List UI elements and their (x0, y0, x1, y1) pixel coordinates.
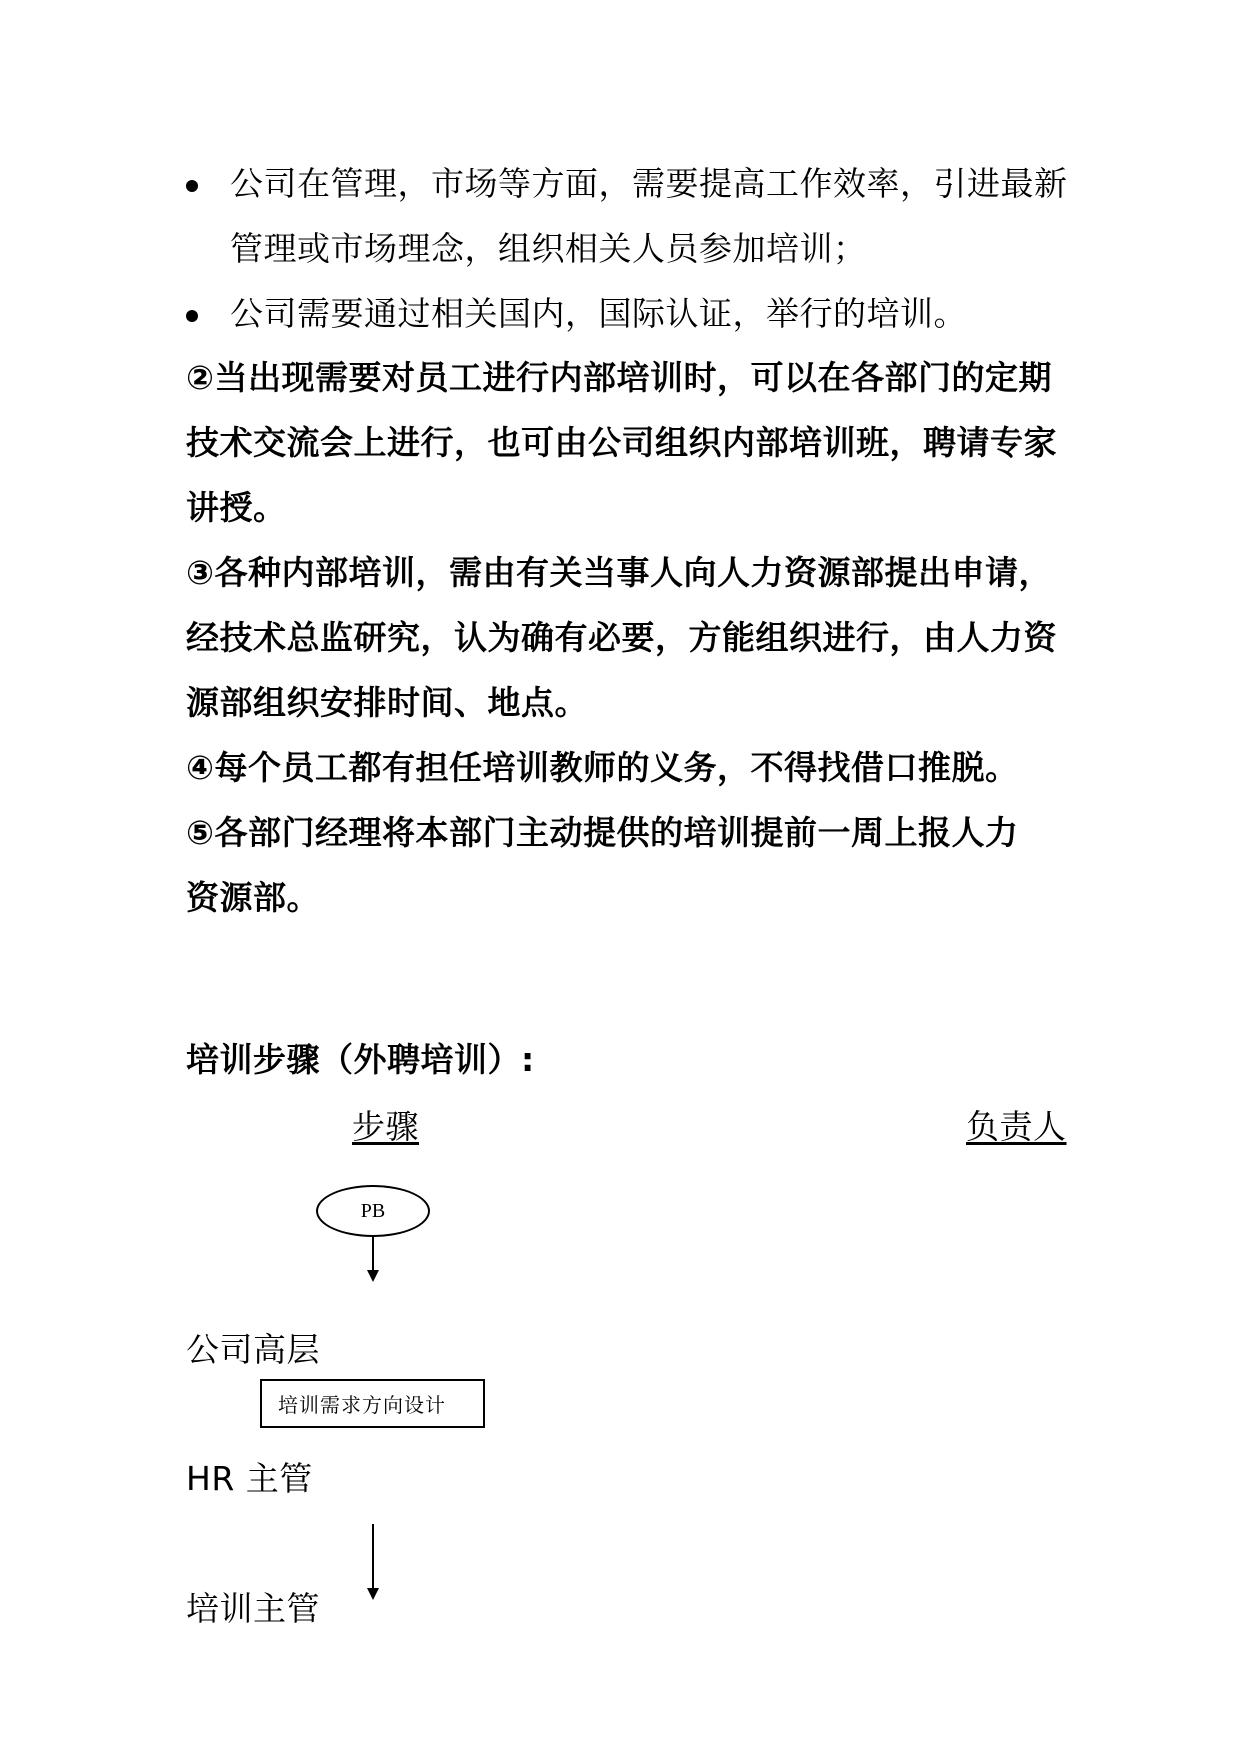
arrow-head-1 (367, 1270, 379, 1282)
column-header-steps: 步骤 (352, 1107, 419, 1146)
paragraph-2-line-1: ②当出现需要对员工进行内部培训时，可以在各部门的定期 (186, 358, 1052, 397)
paragraph-3-line-3: 源部组织安排时间、地点。 (186, 683, 588, 722)
bullet-dot (186, 310, 198, 322)
paragraph-4-line-1: ④每个员工都有担任培训教师的义务，不得找借口推脱。 (186, 748, 1019, 787)
bullet-2-line-1: 公司需要通过相关国内，国际认证，举行的培训。 (230, 294, 967, 333)
paragraph-5-line-1: ⑤各部门经理将本部门主动提供的培训提前一周上报人力 (186, 813, 1019, 852)
flow-process-box (260, 1379, 485, 1428)
bullet-1-line-1: 公司在管理，市场等方面，需要提高工作效率，引进最新 (230, 164, 1068, 203)
paragraph-2-line-3: 讲授。 (186, 488, 287, 527)
bullet-1-line-2: 管理或市场理念，组织相关人员参加培训； (230, 229, 867, 268)
flow-box-label: 培训需求方向设计 (278, 1395, 446, 1417)
paragraph-3-line-2: 经技术总监研究，认为确有必要，方能组织进行，由人力资 (186, 618, 1057, 657)
arrow-head-2 (367, 1588, 379, 1600)
section-title: 培训步骤（外聘培训）: (186, 1040, 535, 1079)
role-training-supervisor: 培训主管 (186, 1589, 320, 1628)
flow-start-label: PB (360, 1199, 386, 1222)
role-company-leadership: 公司高层 (186, 1330, 320, 1369)
role-hr-supervisor: HR 主管 (186, 1459, 313, 1498)
paragraph-2-line-2: 技术交流会上进行，也可由公司组织内部培训班，聘请专家 (186, 423, 1057, 462)
paragraph-5-line-2: 资源部。 (186, 878, 320, 917)
paragraph-3-line-1: ③各种内部培训，需由有关当事人向人力资源部提出申请， (186, 553, 1052, 592)
column-header-owner: 负责人 (966, 1107, 1067, 1146)
flow-start-node (316, 1185, 430, 1237)
bullet-dot (186, 180, 198, 192)
